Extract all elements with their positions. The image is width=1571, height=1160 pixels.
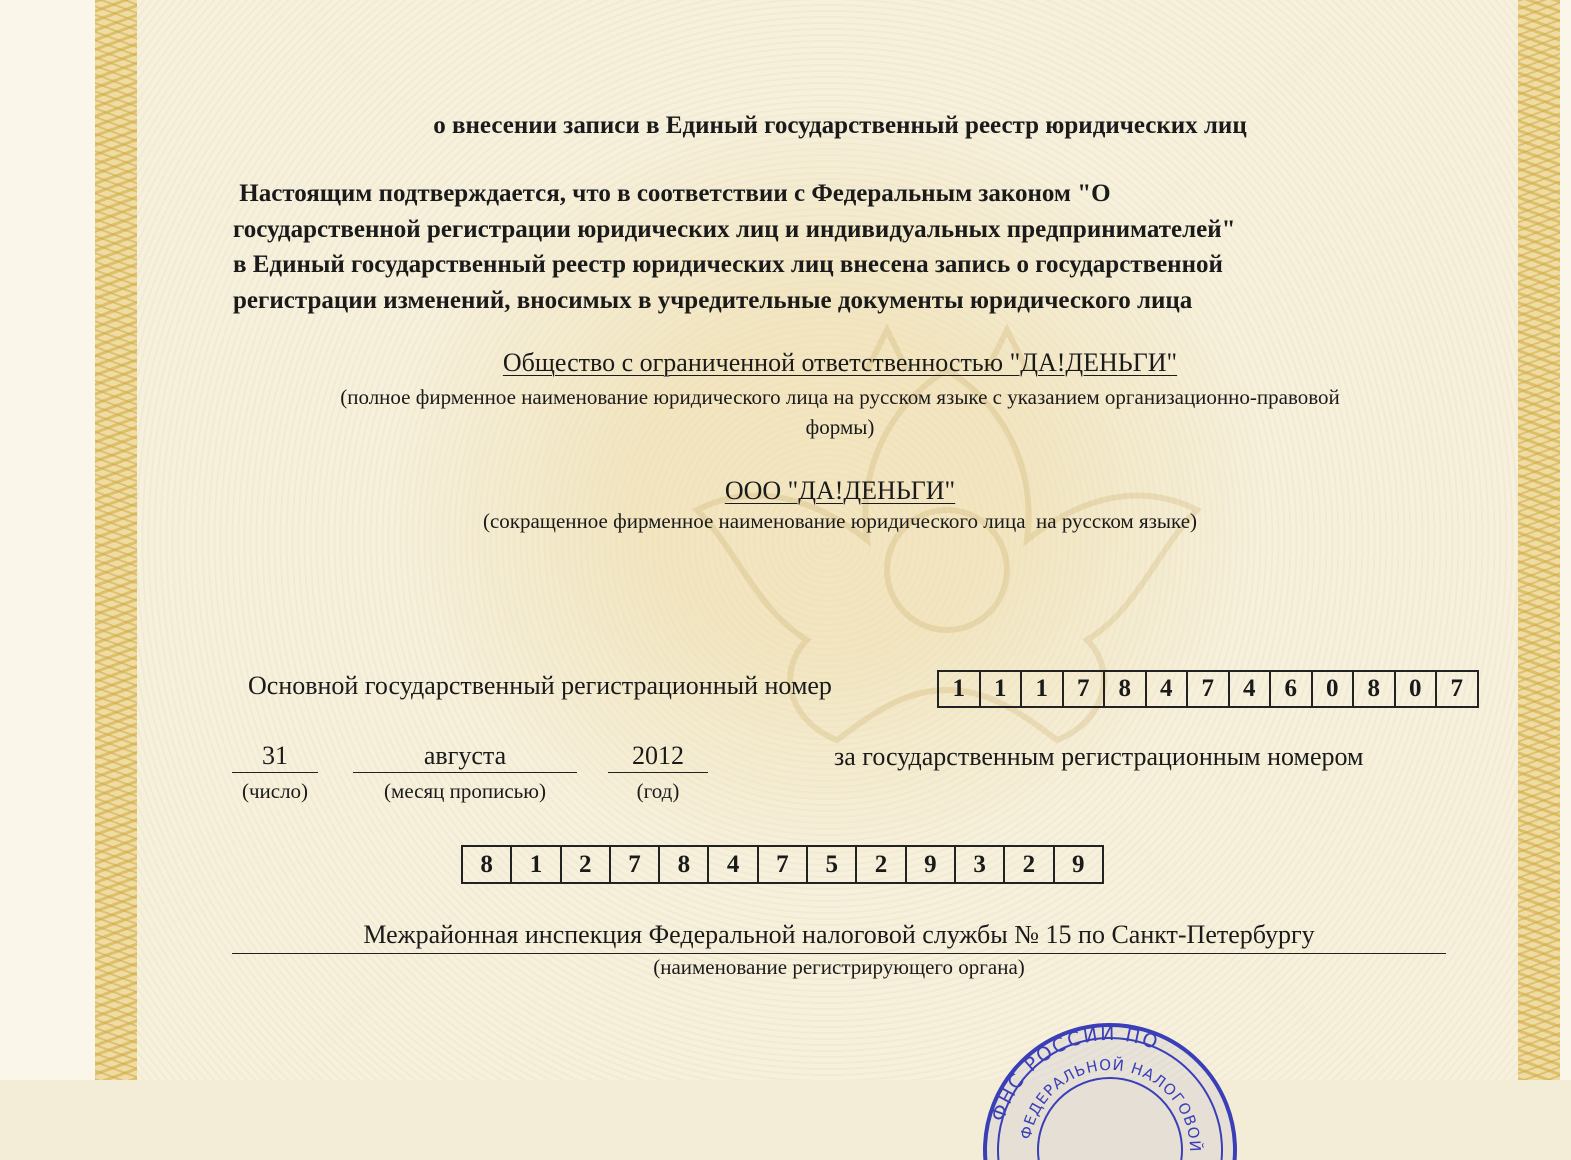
ogrn-digit: 1 <box>1022 672 1064 706</box>
grn-digit: 2 <box>562 847 611 882</box>
ogrn-digit: 7 <box>1064 672 1106 706</box>
ogrn-digit: 7 <box>1450 675 1463 702</box>
official-seal-stamp <box>960 1010 1260 1160</box>
intro-line: регистрации изменений, вносимых в учредительные документы юридического лица <box>233 286 1193 314</box>
grn-digit: 1 <box>512 847 561 882</box>
grn-digit: 2 <box>1005 847 1054 882</box>
registering-authority-caption: (наименование регистрирующего органа) <box>653 955 1025 979</box>
intro-line: Настоящим подтверждается, что в соответствии с Федеральным законом "О <box>233 180 1111 207</box>
grn-digit: 3 <box>956 847 1005 882</box>
ogrn-digit: 8 <box>1105 672 1147 706</box>
grn-digit: 8 <box>660 847 709 882</box>
full-name-caption <box>232 382 1448 442</box>
full-company-name: Общество с ограниченной ответственностью "ДА!ДЕНЬГИ" <box>502 348 1178 377</box>
short-name-field <box>232 476 1448 506</box>
grn-digit: 7 <box>759 847 808 882</box>
grn-digit: 8 <box>463 847 512 882</box>
date-month-caption: (месяц прописью) <box>384 779 546 803</box>
full-name-field <box>232 348 1448 378</box>
grn-digit: 5 <box>808 847 857 882</box>
certificate-heading: о внесении записи в Единый государственный реестр юридических лиц <box>433 112 1247 139</box>
full-name-caption-line: формы) <box>805 415 875 439</box>
date-month: августа <box>353 740 577 773</box>
page-margin-right <box>1560 0 1571 1080</box>
intro-line: в Единый государственный реестр юридических лиц внесена запись о государственной <box>233 251 1223 278</box>
grn-number-box <box>461 845 1104 884</box>
grn-digit: 9 <box>907 847 956 882</box>
ogrn-digit: 4 <box>1230 672 1272 706</box>
ogrn-number-box <box>937 670 1479 708</box>
ogrn-digit: 1 <box>981 672 1023 706</box>
grn-digit: 2 <box>857 847 906 882</box>
grn-digit: 4 <box>709 847 758 882</box>
ogrn-digit: 0 <box>1396 672 1438 706</box>
date-day: 31 <box>232 740 318 773</box>
grn-label: за государственным регистрационным номером <box>834 742 1364 771</box>
grn-digit: 7 <box>611 847 660 882</box>
registering-authority: Межрайонная инспекция Федеральной налоговой службы № 15 по Санкт-Петербургу <box>232 917 1446 954</box>
ornamental-border-right <box>1518 0 1560 1080</box>
date-year: 2012 <box>608 740 708 773</box>
ogrn-label: Основной государственный регистрационный номер <box>248 671 832 700</box>
intro-paragraph <box>233 176 1463 318</box>
ogrn-digit: 6 <box>1271 672 1313 706</box>
date-day-caption: (число) <box>241 779 309 803</box>
intro-line: государственной регистрации юридических лиц и индивидуальных предпринимателей" <box>233 215 1236 243</box>
ogrn-digit: 1 <box>939 672 981 706</box>
grn-digit: 9 <box>1071 851 1085 878</box>
page-margin-left <box>0 0 95 1080</box>
svg-text:ФЕДЕРАЛЬНОЙ НАЛОГОВОЙ: ФЕДЕРАЛЬНОЙ НАЛОГОВОЙ <box>1016 1055 1205 1153</box>
full-name-caption-line: (полное фирменное наименование юридического лица на русском языке с указанием организационно-правовой <box>340 385 1340 409</box>
short-name-caption: (сокращенное фирменное наименование юридического лица на русском языке) <box>482 509 1198 533</box>
ogrn-digit: 0 <box>1313 672 1355 706</box>
ornamental-border-left <box>95 0 137 1080</box>
svg-text:ФНС РОССИИ ПО: ФНС РОССИИ ПО <box>987 1022 1163 1125</box>
ogrn-digit: 4 <box>1147 672 1189 706</box>
ogrn-digit: 8 <box>1354 672 1396 706</box>
short-company-name: ООО "ДА!ДЕНЬГИ" <box>724 476 956 505</box>
date-year-caption: (год) <box>636 779 680 803</box>
ogrn-digit: 7 <box>1188 672 1230 706</box>
